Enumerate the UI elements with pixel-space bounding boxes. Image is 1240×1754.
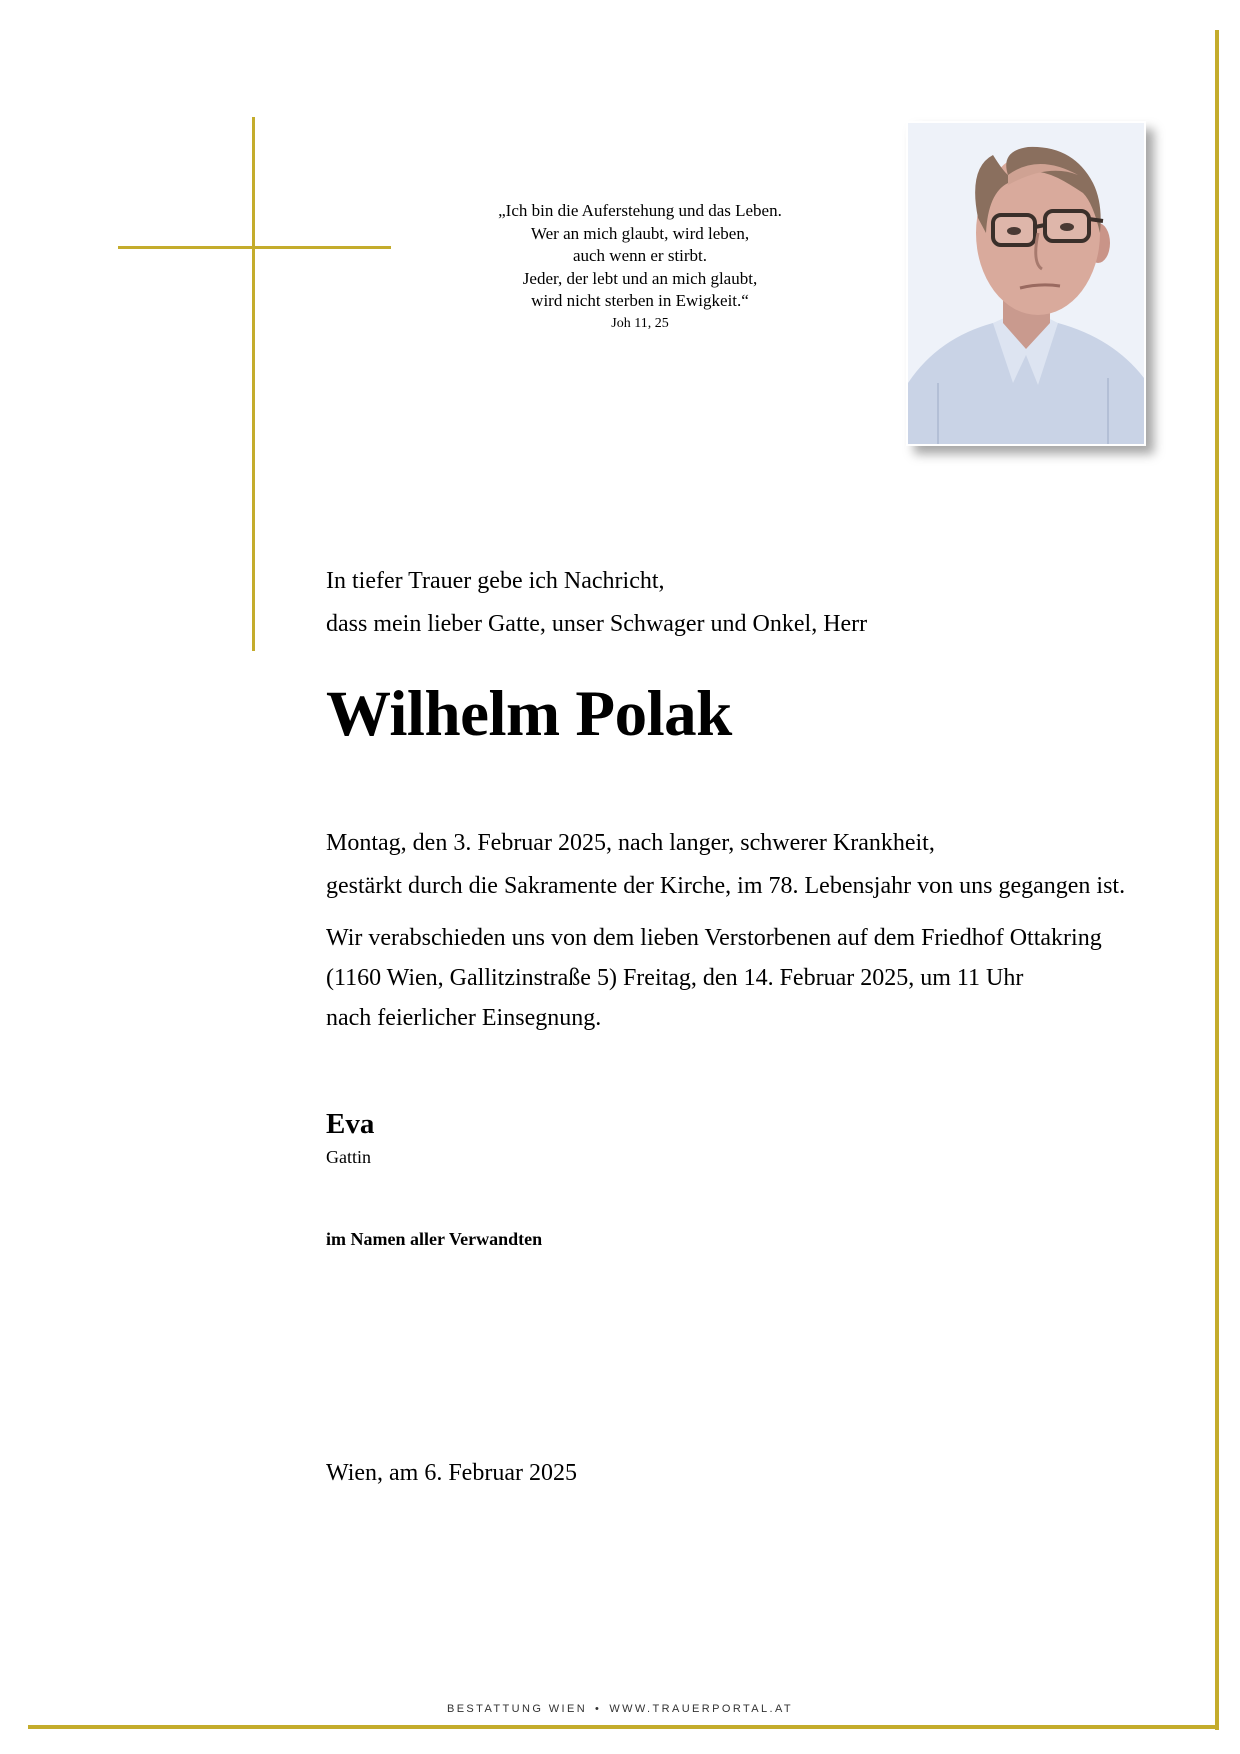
quote-line: auch wenn er stirbt. (572, 246, 708, 265)
signature-role: Gattin (326, 1147, 371, 1167)
details-line-1: Montag, den 3. Februar 2025, nach langer, schwerer Krankheit, (326, 830, 935, 856)
place-date: Wien, am 6. Februar 2025 (326, 1460, 577, 1486)
quote-line: Jeder, der lebt und an mich glaubt, (522, 268, 758, 288)
funeral-line-2: (1160 Wien, Gallitzinstraße 5) Freitag, den 14. Februar 2025, um 11 Uhr (326, 965, 1024, 991)
funeral-line-3: nach feierlicher Einsegnung. (326, 1005, 602, 1031)
cross-horizontal-bar (118, 246, 391, 249)
frame-right-line (1215, 30, 1219, 1730)
intro-line-1: In tiefer Trauer gebe ich Nachricht, (326, 568, 665, 594)
quote-line: Wer an mich glaubt, wird leben, (530, 223, 750, 243)
details-line-2: gestärkt durch die Sakramente der Kirche, im 78. Lebensjahr von uns gegangen ist. (326, 873, 1126, 899)
funeral-paragraph (326, 918, 1125, 1038)
bible-quote (445, 200, 835, 335)
intro-line-2: dass mein lieber Gatte, unser Schwager und Onkel, Herr (326, 611, 868, 637)
funeral-line-1: Wir verabschieden uns von dem lieben Verstorbenen auf dem Friedhof Ottakring (326, 925, 1102, 951)
footer-company: BESTATTUNG WIEN (446, 1703, 588, 1715)
details-text (326, 822, 1125, 1038)
quote-line: „Ich bin die Auferstehung und das Leben. (498, 201, 782, 220)
cross-vertical-bar (252, 117, 255, 651)
relatives-note: im Namen aller Verwandten (326, 1229, 543, 1249)
portrait-photo (906, 121, 1146, 446)
signature-name: Eva (326, 1108, 375, 1140)
quote-reference: Joh 11, 25 (611, 315, 669, 331)
deceased-name: Wilhelm Polak (326, 678, 732, 750)
footer-separator: • (595, 1703, 602, 1715)
footer-website[interactable]: WWW.TRAUERPORTAL.AT (609, 1703, 794, 1715)
footer (0, 1703, 1240, 1715)
portrait-illustration (908, 123, 1144, 444)
quote-line: wird nicht sterben in Ewigkeit.“ (531, 291, 749, 310)
frame-bottom-line (28, 1725, 1219, 1729)
intro-text (326, 560, 867, 646)
